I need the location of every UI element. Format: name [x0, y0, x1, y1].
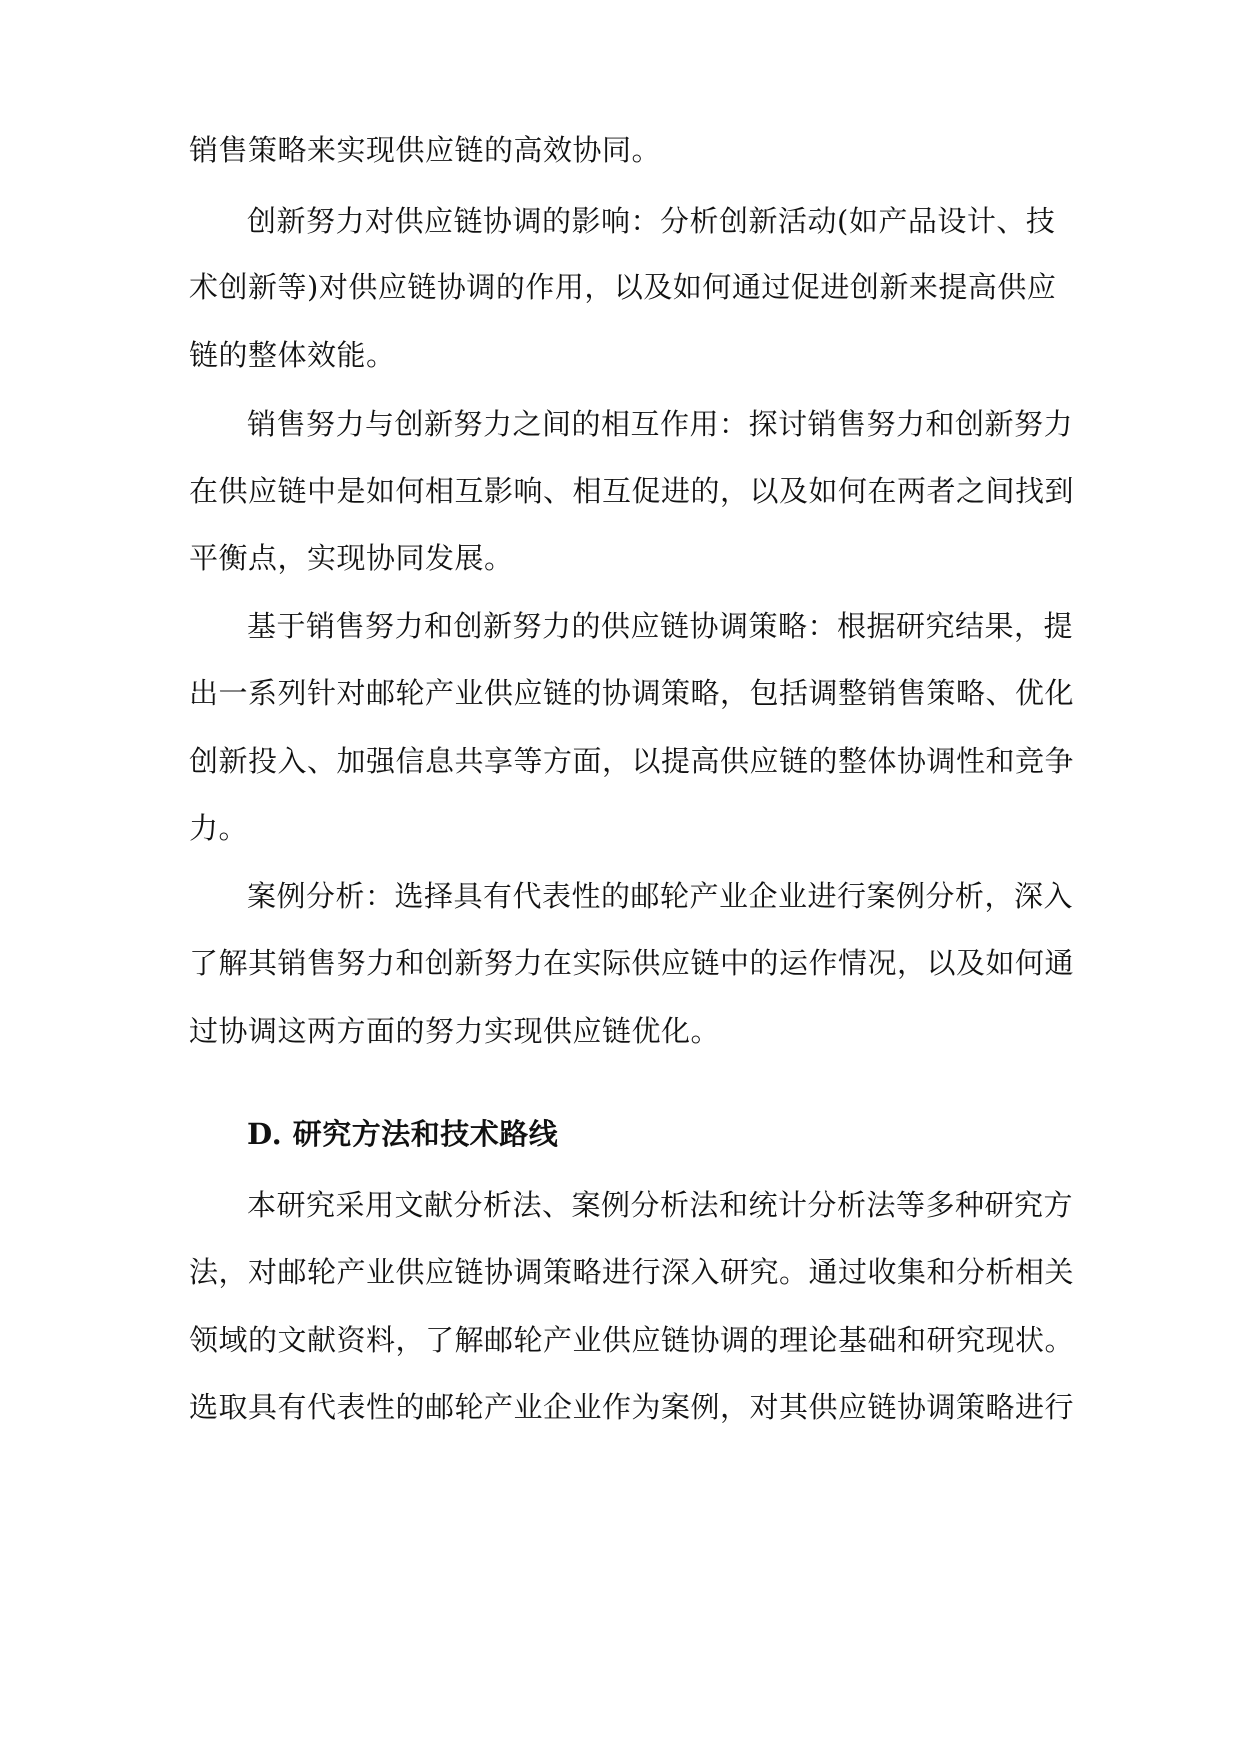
paragraph-line: 基于销售努力和创新努力的供应链协调策略：根据研究结果，提: [247, 609, 1074, 643]
paragraph-line: 领域的文献资料，了解邮轮产业供应链协调的理论基础和研究现状。: [189, 1323, 1075, 1357]
paragraph-line: 在供应链中是如何相互影响、相互促进的，以及如何在两者之间找到: [189, 474, 1075, 508]
paragraph-line: 销售努力与创新努力之间的相互作用：探讨销售努力和创新努力: [247, 407, 1074, 441]
paragraph-line: 创新努力对供应链协调的影响：分析创新活动(如产品设计、技: [247, 204, 1056, 238]
paragraph-line: 术创新等)对供应链协调的作用，以及如何通过促进创新来提高供应: [189, 270, 1057, 304]
paragraph-line: 了解其销售努力和创新努力在实际供应链中的运作情况，以及如何通: [189, 946, 1075, 980]
paragraph-line: 选取具有代表性的邮轮产业企业作为案例，对其供应链协调策略进行: [189, 1390, 1075, 1424]
paragraph-line: 案例分析：选择具有代表性的邮轮产业企业进行案例分析，深入: [247, 879, 1074, 913]
paragraph-line: 销售策略来实现供应链的高效协同。: [189, 133, 662, 167]
paragraph-line: 法，对邮轮产业供应链协调策略进行深入研究。通过收集和分析相关: [189, 1255, 1075, 1289]
paragraph-line: 创新投入、加强信息共享等方面，以提高供应链的整体协调性和竞争: [189, 744, 1075, 778]
paragraph-line: 平衡点，实现协同发展。: [189, 541, 514, 575]
paragraph-line: 力。: [189, 811, 249, 845]
section-heading: D. 研究方法和技术路线: [247, 1117, 559, 1151]
paragraph-line: 过协调这两方面的努力实现供应链优化。: [189, 1014, 721, 1048]
paragraph-line: 链的整体效能。: [189, 338, 396, 372]
paragraph-line: 本研究采用文献分析法、案例分析法和统计分析法等多种研究方: [247, 1188, 1074, 1222]
paragraph-line: 出一系列针对邮轮产业供应链的协调策略，包括调整销售策略、优化: [189, 676, 1075, 710]
